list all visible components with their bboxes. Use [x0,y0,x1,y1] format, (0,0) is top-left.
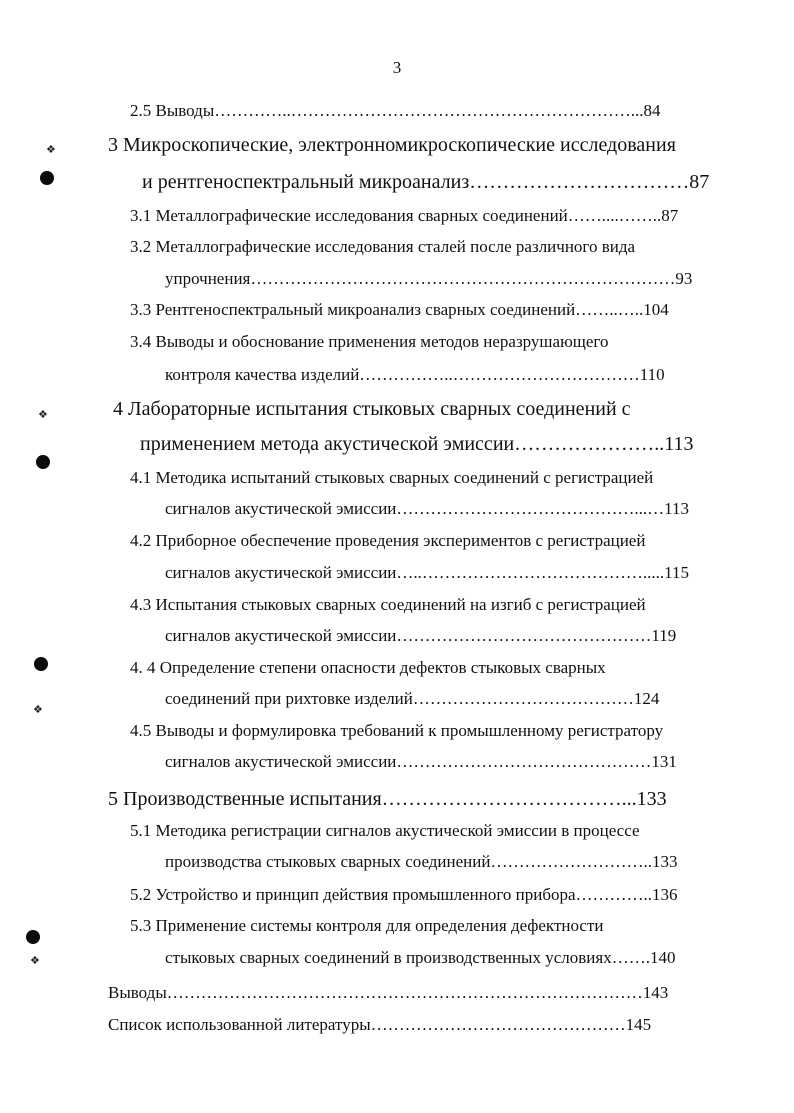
toc-line-4-4: 4. 4 Определение степени опасности дефектов стыковых сварных [130,658,606,677]
page-number: 3 [392,58,402,77]
punch-hole-icon [34,657,48,671]
punch-hole-icon [36,455,50,469]
toc-line-4-2-cont: сигналов акустической эмиссии…..………………………………….....115 [165,563,690,582]
toc-line-4-3: 4.3 Испытания стыковых сварных соединений на изгиб с регистрацией [130,595,646,614]
toc-line-5-1-cont: производства стыковых сварных соединений………………………..133 [165,852,678,871]
toc-line-4-5-cont: сигналов акустической эмиссии………………………………………131 [165,752,677,771]
toc-line-3-4-cont: контроля качества изделий……………..……………………………110 [165,365,665,384]
punch-hole-icon [40,171,54,185]
scan-smudge-icon: ❖ [38,409,48,421]
toc-line-conclusions: Выводы…………………………………………………………………………143 [108,983,669,1002]
toc-line-chapter-3: 3 Микроскопические, электронномикроскопические исследования [108,134,676,156]
toc-line-2-5: 2.5 Выводы…………..……………………………………………………...84 [130,101,661,120]
toc-line-5-2: 5.2 Устройство и принцип действия промышленного прибора…………..136 [130,885,678,904]
scan-smudge-icon: ❖ [30,955,40,967]
toc-line-chapter-4-cont: применением метода акустической эмиссии…………………..113 [140,433,694,455]
toc-line-chapter-3-cont: и рентгеноспектральный микроанализ……………………………87 [142,171,710,193]
toc-line-4-1: 4.1 Методика испытаний стыковых сварных соединений с регистрацией [130,468,654,487]
toc-line-references: Список использованной литературы………………………………………145 [108,1015,652,1034]
toc-line-3-3: 3.3 Рентгеноспектральный микроанализ сварных соединений……..…..104 [130,300,669,319]
toc-line-chapter-4: 4 Лабораторные испытания стыковых сварных соединений с [113,398,631,420]
toc-line-3-1: 3.1 Металлографические исследования сварных соединений……....……..87 [130,206,679,225]
toc-line-5-1: 5.1 Методика регистрации сигналов акустической эмиссии в процессе [130,821,640,840]
punch-hole-icon [26,930,40,944]
toc-line-3-4: 3.4 Выводы и обоснование применения методов неразрушающего [130,332,609,351]
toc-line-5-3-cont: стыковых сварных соединений в производственных условиях…….140 [165,948,676,967]
toc-line-3-2-cont: упрочнения…………………………………………………………………93 [165,269,693,288]
toc-line-chapter-5: 5 Производственные испытания………………………………...133 [108,788,667,810]
toc-line-4-3-cont: сигналов акустической эмиссии………………………………………119 [165,626,677,645]
toc-line-3-2: 3.2 Металлографические исследования сталей после различного вида [130,237,636,256]
scan-smudge-icon: ❖ [46,144,56,156]
toc-line-4-4-cont: соединений при рихтовке изделий…………………………………124 [165,689,660,708]
toc-line-4-2: 4.2 Приборное обеспечение проведения экспериментов с регистрацией [130,531,646,550]
toc-line-5-3: 5.3 Применение системы контроля для определения дефектности [130,916,604,935]
toc-line-4-1-cont: сигналов акустической эмиссии……………………………………...…113 [165,499,690,518]
toc-line-4-5: 4.5 Выводы и формулировка требований к промышленному регистратору [130,721,664,740]
scan-smudge-icon: ❖ [33,704,43,716]
